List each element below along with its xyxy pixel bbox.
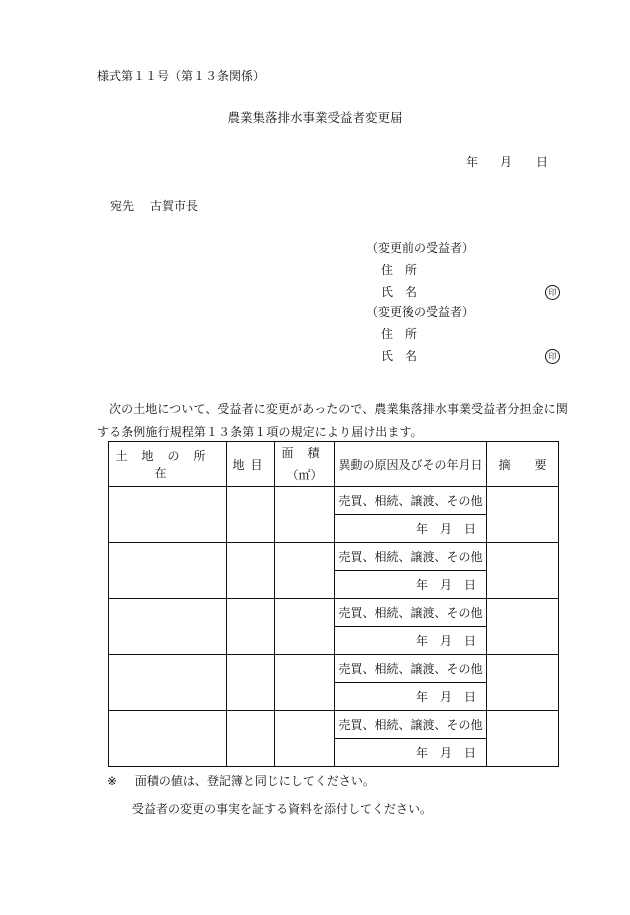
remarks-cell[interactable] [487, 711, 559, 767]
area-cell[interactable] [275, 599, 335, 655]
area-cell[interactable] [275, 711, 335, 767]
after-seal-icon: 印 [545, 349, 560, 364]
note-mark: ※ [107, 774, 118, 788]
land-category-cell[interactable] [227, 543, 275, 599]
before-heading: （変更前の受益者） [366, 241, 475, 255]
cause-options: 売買、相続、譲渡、その他 [335, 655, 487, 683]
note-area [107, 775, 375, 787]
before-name-label: 氏 名 [381, 285, 418, 299]
remarks-cell[interactable] [487, 655, 559, 711]
cause-options: 売買、相続、譲渡、その他 [335, 487, 487, 515]
table-row [109, 487, 559, 515]
land-category-cell[interactable] [227, 487, 275, 543]
page-title: 農業集落排水事業受益者変更届 [227, 110, 403, 125]
date-year: 年 [466, 155, 479, 169]
table-row [109, 543, 559, 571]
land-category-cell[interactable] [227, 599, 275, 655]
note-attachment: 受益者の変更の事実を証する資料を添付してください。 [132, 802, 433, 816]
cause-options: 売買、相続、譲渡、その他 [335, 543, 487, 571]
header-area-unit: （㎡） [286, 468, 323, 482]
header-cause: 異動の原因及びその年月日 [335, 442, 487, 487]
after-heading: （変更後の受益者） [366, 305, 475, 319]
land-category-cell[interactable] [227, 711, 275, 767]
cause-date: 年 月 日 [335, 683, 487, 711]
location-cell[interactable] [109, 711, 227, 767]
form-number: 様式第１１号（第１３条関係） [97, 69, 266, 83]
before-address-label: 住 所 [381, 263, 418, 277]
header-land-category: 地目 [227, 442, 275, 487]
after-name-label: 氏 名 [381, 349, 418, 363]
header-location: 土地の所在 [109, 442, 227, 487]
body-text: 次の土地について、受益者に変更があったので、農業集落排水事業受益者分担金に関する条例施行規程第１３条第１項の規定により届け出ます。 [97, 402, 568, 439]
date-day: 日 [536, 155, 549, 169]
location-cell[interactable] [109, 655, 227, 711]
land-table [108, 441, 559, 767]
remarks-cell[interactable] [487, 543, 559, 599]
area-cell[interactable] [275, 655, 335, 711]
cause-date: 年 月 日 [335, 627, 487, 655]
table-row [109, 599, 559, 627]
location-cell[interactable] [109, 599, 227, 655]
addressee [110, 200, 198, 212]
table-row [109, 711, 559, 739]
remarks-cell[interactable] [487, 487, 559, 543]
note-area-text: 面積の値は、登記簿と同じにしてください。 [134, 774, 375, 788]
header-area-label: 面積 [281, 446, 334, 460]
header-area [275, 442, 335, 487]
cause-date: 年 月 日 [335, 571, 487, 599]
header-remarks: 摘 要 [487, 442, 559, 487]
cause-options: 売買、相続、譲渡、その他 [335, 599, 487, 627]
location-cell[interactable] [109, 487, 227, 543]
cause-options: 売買、相続、譲渡、その他 [335, 711, 487, 739]
table-row [109, 655, 559, 683]
addressee-label: 宛先 [110, 199, 135, 213]
after-address-label: 住 所 [381, 327, 418, 341]
area-cell[interactable] [275, 487, 335, 543]
location-cell[interactable] [109, 543, 227, 599]
before-seal-icon: 印 [545, 285, 560, 300]
addressee-name: 古賀市長 [149, 199, 198, 213]
area-cell[interactable] [275, 543, 335, 599]
cause-date: 年 月 日 [335, 739, 487, 767]
cause-date: 年 月 日 [335, 515, 487, 543]
table-header-row [109, 442, 559, 487]
land-category-cell[interactable] [227, 655, 275, 711]
remarks-cell[interactable] [487, 599, 559, 655]
date-month: 月 [500, 155, 513, 169]
